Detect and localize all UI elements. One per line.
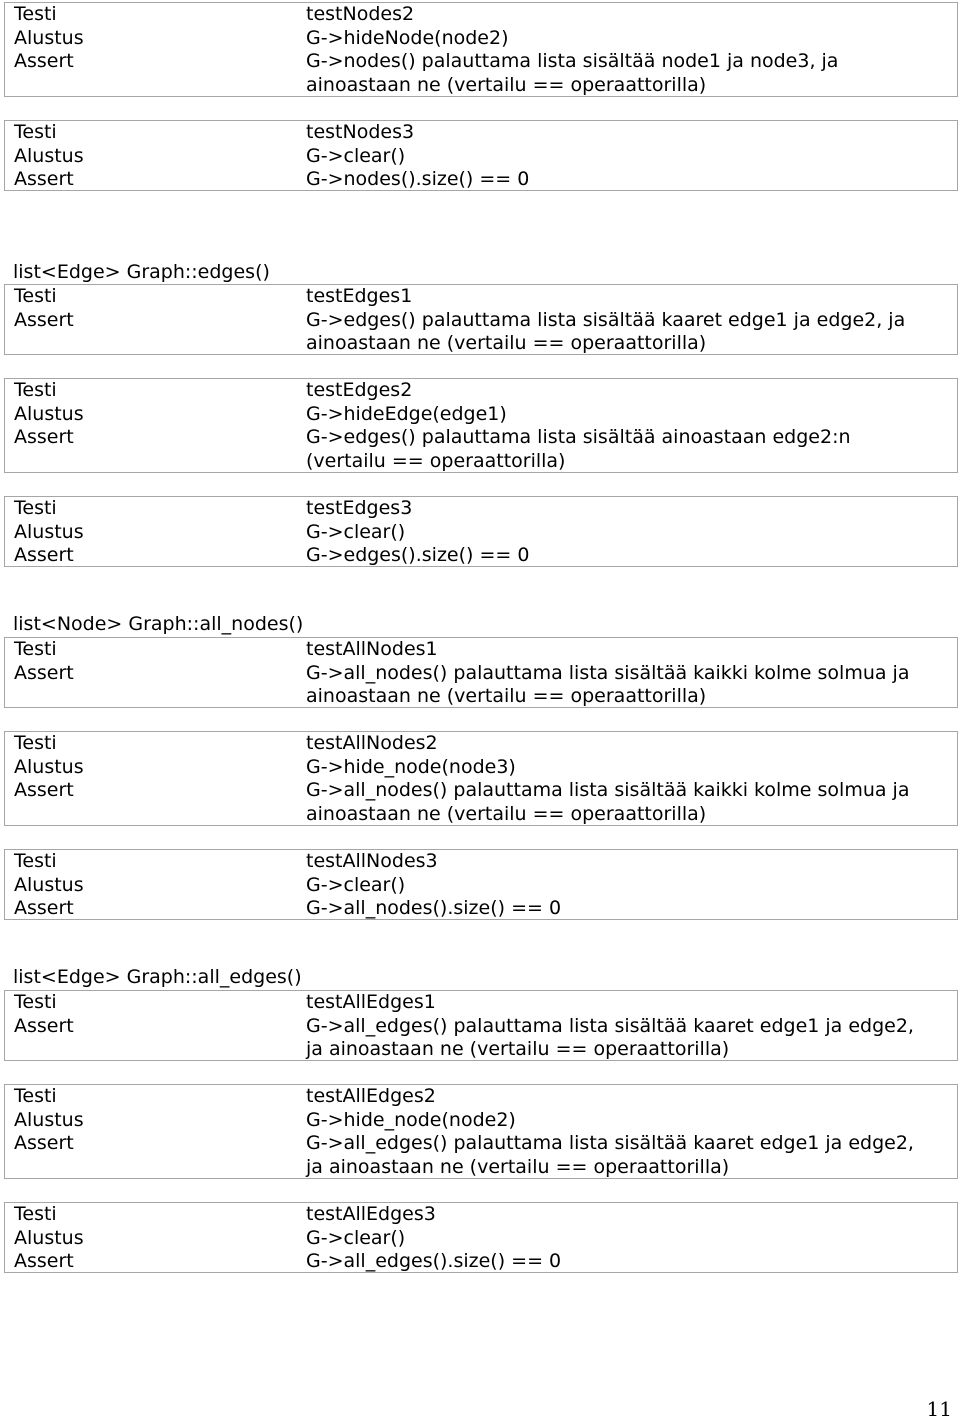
table-row: [5, 74, 957, 98]
row-key: Assert: [14, 1250, 74, 1273]
row-key: Alustus: [14, 873, 84, 896]
row-key: Testi: [14, 497, 57, 519]
row-value: G->all_nodes() palauttama lista sisältää kaikki kolme solmua ja: [306, 661, 910, 684]
table-row: [5, 1132, 957, 1156]
row-value: testNodes3: [306, 121, 415, 143]
table-row: [5, 874, 957, 898]
table-row: [5, 426, 957, 450]
row-key: Alustus: [14, 1226, 84, 1249]
table-row: [5, 779, 957, 803]
table-row: [5, 1250, 957, 1274]
row-value: testEdges3: [306, 497, 413, 519]
row-value: G->clear(): [306, 873, 406, 896]
row-value: testAllNodes1: [306, 638, 438, 660]
table-row: [5, 1038, 957, 1062]
test-case-table: [4, 378, 958, 473]
test-case-table: [4, 2, 958, 97]
table-row: [5, 1203, 957, 1227]
table-row: [5, 1109, 957, 1133]
row-key: Testi: [14, 121, 57, 143]
row-key: Assert: [14, 50, 74, 73]
table-row: [5, 662, 957, 686]
table-row: [5, 897, 957, 921]
row-value: testAllNodes2: [306, 732, 438, 754]
row-value: G->clear(): [306, 144, 406, 167]
row-value: ja ainoastaan ne (vertailu == operaattorilla): [306, 1155, 730, 1178]
test-case-table: [4, 120, 958, 191]
row-value: G->hideEdge(edge1): [306, 402, 507, 425]
row-value: G->all_edges() palauttama lista sisältää kaaret edge1 ja edge2,: [306, 1132, 914, 1155]
table-row: [5, 1015, 957, 1039]
row-key: Assert: [14, 1132, 74, 1155]
row-value: ainoastaan ne (vertailu == operaattorilla): [306, 332, 707, 355]
row-value: ainoastaan ne (vertailu == operaattorilla): [306, 802, 707, 825]
table-row: [5, 850, 957, 874]
row-key: Assert: [14, 1014, 74, 1037]
row-value: G->nodes().size() == 0: [306, 168, 530, 191]
table-row: [5, 121, 957, 145]
row-value: G->clear(): [306, 520, 406, 543]
row-value: G->all_nodes().size() == 0: [306, 897, 562, 920]
row-value: G->hide_node(node2): [306, 1108, 516, 1131]
section-heading: list<Edge> Graph::edges(): [13, 261, 270, 283]
table-row: [5, 285, 957, 309]
test-case-table: [4, 1084, 958, 1179]
row-key: Alustus: [14, 520, 84, 543]
row-value: testEdges1: [306, 285, 413, 307]
test-case-table: [4, 731, 958, 826]
row-key: Testi: [14, 638, 57, 660]
table-row: [5, 638, 957, 662]
table-row: [5, 497, 957, 521]
table-row: [5, 379, 957, 403]
section-heading: list<Edge> Graph::all_edges(): [13, 966, 302, 988]
table-row: [5, 1085, 957, 1109]
row-key: Alustus: [14, 755, 84, 778]
test-case-table: [4, 284, 958, 355]
table-row: [5, 521, 957, 545]
table-row: [5, 50, 957, 74]
row-value: testNodes2: [306, 3, 415, 25]
page-number: 11: [926, 1397, 952, 1421]
row-key: Testi: [14, 3, 57, 25]
row-key: Alustus: [14, 144, 84, 167]
table-row: [5, 145, 957, 169]
row-key: Testi: [14, 850, 57, 872]
row-value: G->nodes() palauttama lista sisältää node1 ja node3, ja: [306, 50, 839, 73]
table-row: [5, 403, 957, 427]
table-row: [5, 991, 957, 1015]
row-key: Alustus: [14, 26, 84, 49]
test-case-table: [4, 849, 958, 920]
table-row: [5, 544, 957, 568]
row-value: G->edges() palauttama lista sisältää ainoastaan edge2:n: [306, 426, 851, 449]
row-key: Assert: [14, 897, 74, 920]
row-value: testAllEdges3: [306, 1203, 436, 1225]
row-value: G->hide_node(node3): [306, 755, 516, 778]
row-key: Alustus: [14, 402, 84, 425]
row-value: G->edges() palauttama lista sisältää kaaret edge1 ja edge2, ja: [306, 308, 906, 331]
row-value: testAllNodes3: [306, 850, 438, 872]
row-value: G->all_edges().size() == 0: [306, 1250, 562, 1273]
row-key: Testi: [14, 379, 57, 401]
row-key: Testi: [14, 1085, 57, 1107]
table-row: [5, 309, 957, 333]
section-heading: list<Node> Graph::all_nodes(): [13, 613, 304, 635]
row-key: Assert: [14, 661, 74, 684]
row-key: Testi: [14, 732, 57, 754]
row-key: Assert: [14, 426, 74, 449]
row-value: testAllEdges1: [306, 991, 436, 1013]
row-key: Alustus: [14, 1108, 84, 1131]
test-case-table: [4, 637, 958, 708]
row-key: Assert: [14, 544, 74, 567]
row-key: Testi: [14, 991, 57, 1013]
row-key: Assert: [14, 779, 74, 802]
table-row: [5, 1227, 957, 1251]
row-key: Assert: [14, 168, 74, 191]
table-row: [5, 1156, 957, 1180]
row-key: Testi: [14, 1203, 57, 1225]
row-key: Assert: [14, 308, 74, 331]
row-value: ainoastaan ne (vertailu == operaattorilla): [306, 73, 707, 96]
table-row: [5, 450, 957, 474]
row-value: ja ainoastaan ne (vertailu == operaattorilla): [306, 1038, 730, 1061]
row-value: (vertailu == operaattorilla): [306, 449, 566, 472]
row-value: G->edges().size() == 0: [306, 544, 530, 567]
row-value: G->hideNode(node2): [306, 26, 509, 49]
table-row: [5, 803, 957, 827]
row-value: G->all_nodes() palauttama lista sisältää kaikki kolme solmua ja: [306, 779, 910, 802]
test-case-table: [4, 990, 958, 1061]
table-row: [5, 27, 957, 51]
test-case-table: [4, 496, 958, 567]
row-key: Testi: [14, 285, 57, 307]
row-value: testAllEdges2: [306, 1085, 436, 1107]
table-row: [5, 168, 957, 192]
table-row: [5, 732, 957, 756]
table-row: [5, 756, 957, 780]
row-value: G->clear(): [306, 1226, 406, 1249]
table-row: [5, 332, 957, 356]
row-value: G->all_edges() palauttama lista sisältää kaaret edge1 ja edge2,: [306, 1014, 914, 1037]
table-row: [5, 3, 957, 27]
row-value: testEdges2: [306, 379, 413, 401]
row-value: ainoastaan ne (vertailu == operaattorilla): [306, 685, 707, 708]
table-row: [5, 685, 957, 709]
test-case-table: [4, 1202, 958, 1273]
